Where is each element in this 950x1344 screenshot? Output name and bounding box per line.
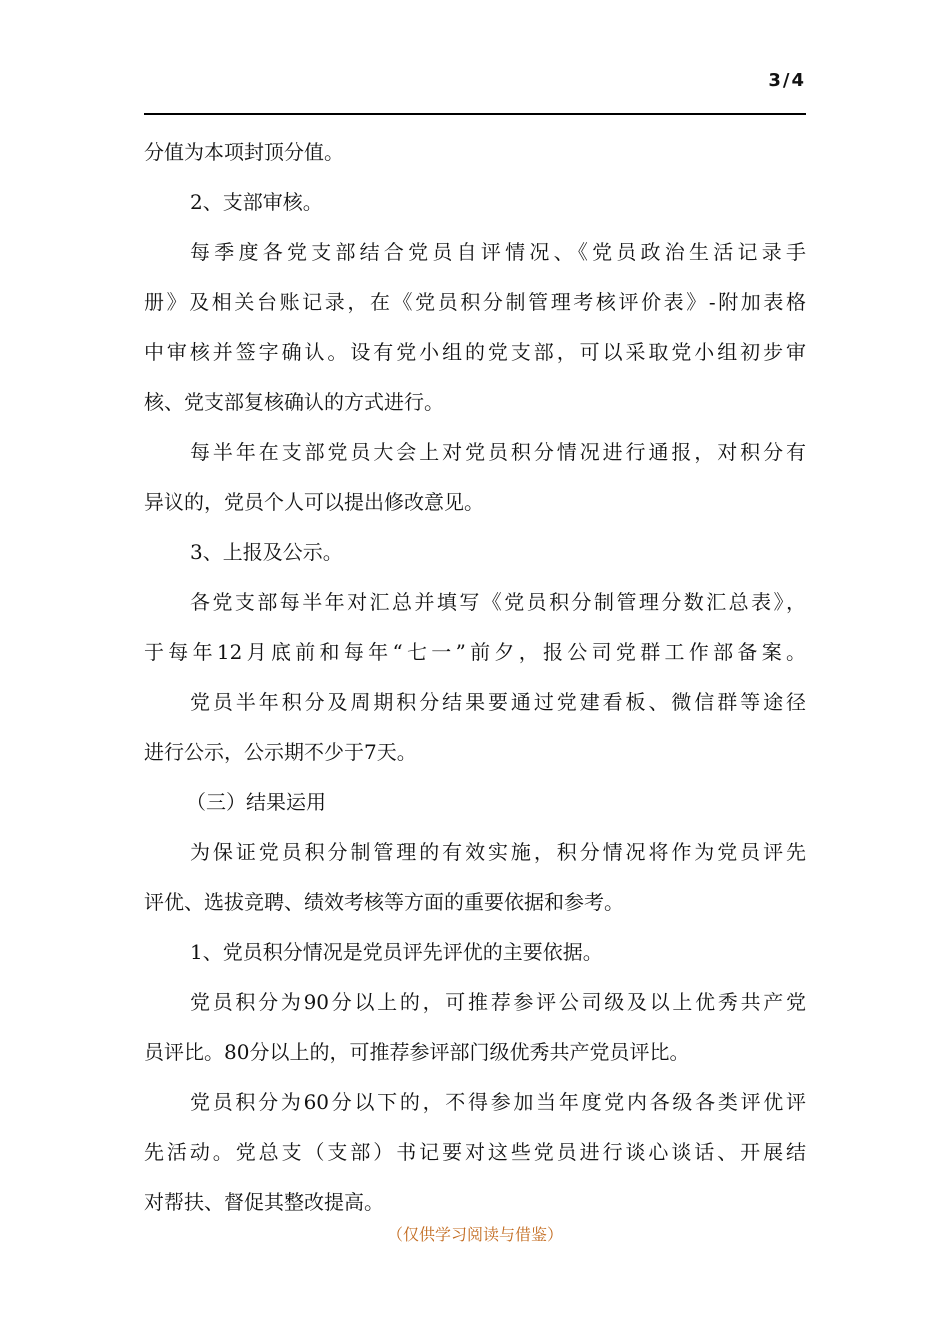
paragraph-line: 于每年12月底前和每年“七一”前夕，报公司党群工作部备案。: [144, 640, 806, 664]
paragraph-line: 册》及相关台账记录，在《党员积分制管理考核评价表》-附加表格: [144, 290, 806, 314]
paragraph-line: 对帮扶、督促其整改提高。: [144, 1190, 384, 1214]
paragraph-line: 每半年在支部党员大会上对党员积分情况进行通报，对积分有: [190, 440, 806, 464]
paragraph-line: 党员积分为60分以下的，不得参加当年度党内各级各类评优评: [190, 1090, 806, 1114]
section-heading: （三）结果运用: [186, 790, 326, 814]
paragraph-line: 中审核并签字确认。设有党小组的党支部，可以采取党小组初步审: [144, 340, 806, 364]
paragraph-line: 每季度各党支部结合党员自评情况、《党员政治生活记录手: [190, 240, 806, 264]
paragraph-line: 各党支部每半年对汇总并填写《党员积分制管理分数汇总表》，: [190, 590, 806, 614]
footer-note: （仅供学习阅读与借鉴）: [386, 1225, 563, 1244]
section-heading: 3、上报及公示。: [190, 540, 343, 564]
paragraph-line: 核、党支部复核确认的方式进行。: [144, 390, 444, 414]
section-heading: 1、党员积分情况是党员评先评优的主要依据。: [190, 940, 603, 964]
paragraph-line: 分值为本项封顶分值。: [144, 140, 344, 164]
section-heading: 2、支部审核。: [190, 190, 323, 214]
paragraph-line: 先活动。党总支（支部）书记要对这些党员进行谈心谈话、开展结: [144, 1140, 806, 1164]
paragraph-line: 党员半年积分及周期积分结果要通过党建看板、微信群等途径: [190, 690, 806, 714]
paragraph-line: 为保证党员积分制管理的有效实施，积分情况将作为党员评先: [190, 840, 806, 864]
document-body: [144, 127, 806, 1227]
header-divider: [144, 113, 806, 115]
paragraph-line: 异议的，党员个人可以提出修改意见。: [144, 490, 484, 514]
paragraph-line: 党员积分为90分以上的，可推荐参评公司级及以上优秀共产党: [190, 990, 806, 1014]
paragraph-line: 评优、选拔竞聘、绩效考核等方面的重要依据和参考。: [144, 890, 624, 914]
page-number: 3/4: [768, 70, 806, 91]
paragraph-line: 员评比。80分以上的，可推荐参评部门级优秀共产党员评比。: [144, 1040, 690, 1064]
paragraph-line: 进行公示，公示期不少于7天。: [144, 740, 417, 764]
